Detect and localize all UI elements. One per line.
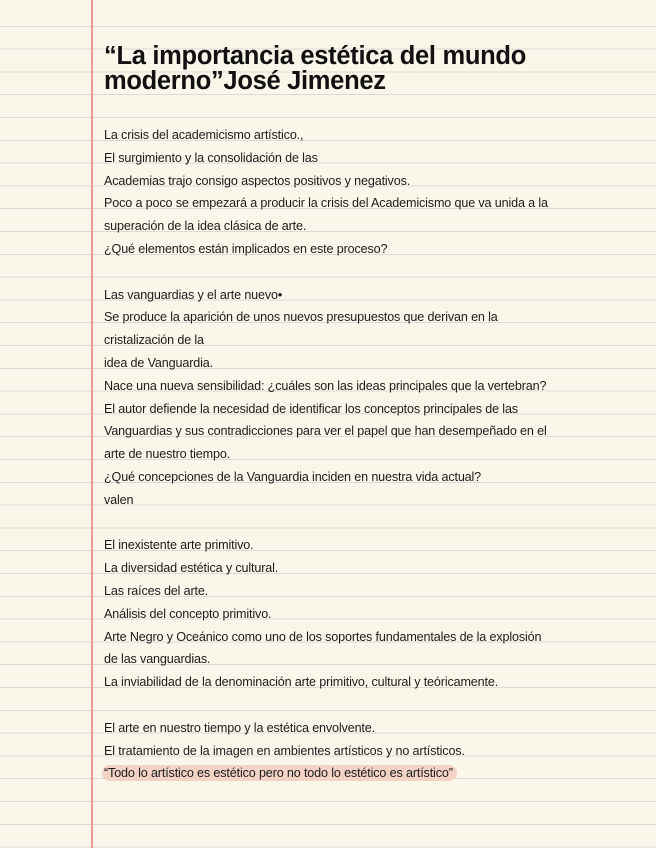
note-line[interactable]: Academias trajo consigo aspectos positivos y negativos. — [104, 173, 411, 188]
notebook-margin-line — [91, 0, 93, 848]
note-line[interactable]: Análisis del concepto primitivo. — [104, 606, 272, 621]
blank-line — [104, 261, 634, 284]
blank-line — [104, 694, 634, 717]
note-line[interactable]: Las raíces del arte. — [104, 583, 209, 598]
note-line[interactable]: ¿Qué elementos están implicados en este proceso? — [104, 241, 388, 256]
note-body[interactable] — [104, 124, 634, 785]
note-line[interactable]: El inexistente arte primitivo. — [104, 538, 254, 553]
note-line[interactable]: arte de nuestro tiempo. — [104, 447, 231, 462]
highlighted-quote-line[interactable] — [104, 762, 634, 785]
note-line[interactable]: Se produce la aparición de unos nuevos presupuestos que derivan en la — [104, 310, 498, 325]
blank-line — [104, 512, 634, 535]
note-line[interactable]: ¿Qué concepciones de la Vanguardia inciden en nuestra vida actual? — [104, 469, 482, 484]
note-line[interactable]: El surgimiento y la consolidación de las — [104, 150, 318, 165]
note-page[interactable] — [104, 42, 634, 781]
note-line[interactable]: idea de Vanguardia. — [104, 355, 213, 370]
note-line[interactable]: Vanguardias y sus contradicciones para ver el papel que han desempeñado en el — [104, 424, 547, 439]
note-line[interactable]: de las vanguardias. — [104, 652, 211, 667]
note-line[interactable]: cristalización de la — [104, 333, 204, 348]
note-line[interactable]: El tratamiento de la imagen en ambientes artísticos y no artísticos. — [104, 743, 465, 758]
note-line[interactable]: Las vanguardias y el arte nuevo• — [104, 287, 283, 302]
note-line[interactable]: superación de la idea clásica de arte. — [104, 219, 307, 234]
highlighted-quote[interactable]: “Todo lo artístico es estético pero no todo lo estético es artístico” — [102, 765, 457, 781]
note-line[interactable]: Nace una nueva sensibilidad: ¿cuáles son las ideas principales que la vertebran? — [104, 378, 547, 393]
note-line[interactable]: Poco a poco se empezará a producir la crisis del Academicismo que va unida a la — [104, 196, 548, 211]
note-line[interactable]: El arte en nuestro tiempo y la estética envolvente. — [104, 720, 375, 735]
note-line[interactable]: Arte Negro y Oceánico como uno de los soportes fundamentales de la explosión — [104, 629, 542, 644]
note-line[interactable]: La crisis del academicismo artístico., — [104, 128, 304, 142]
note-line[interactable]: valen — [104, 492, 134, 507]
note-line[interactable]: La diversidad estética y cultural. — [104, 561, 279, 576]
note-line[interactable]: La inviabilidad de la denominación arte primitivo, cultural y teóricamente. — [104, 675, 499, 690]
note-line[interactable]: El autor defiende la necesidad de identificar los conceptos principales de las — [104, 401, 518, 416]
note-title[interactable]: “La importancia estética del mundo moderno”José Jimenez — [104, 42, 526, 95]
